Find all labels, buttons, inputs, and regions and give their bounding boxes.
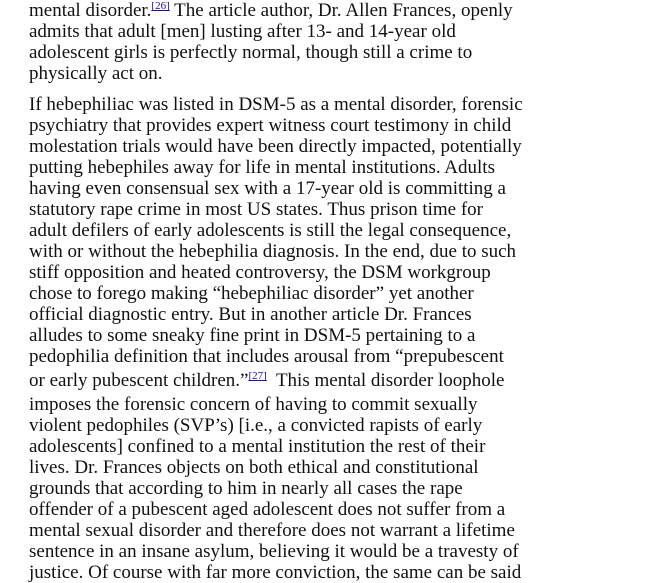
text-line: sentence in an insane asylum, believing it would be a travesty of <box>29 541 519 562</box>
text-line: adult defilers of early adolescents is still the legal consequence, <box>29 220 512 241</box>
paragraph <box>29 0 629 84</box>
article-body <box>29 0 629 583</box>
footnote-link-27[interactable]: [27] <box>248 370 267 382</box>
paragraph-spacing <box>29 84 629 94</box>
footnote-ref[interactable] <box>248 370 266 382</box>
text-line: offender of a pubescent aged adolescent does not suffer from a <box>29 499 506 520</box>
text-line: physically act on. <box>29 63 163 84</box>
text-line: with or without the hebephilia diagnosis. In the end, due to such <box>29 241 517 262</box>
text-line: molestation trials would have been directly impacted, potentially <box>29 136 522 157</box>
text-line: chose to forego making “hebephiliac disorder” yet another <box>29 283 474 304</box>
text-line: pedophilia definition that includes arousal from “prepubescent <box>29 346 504 367</box>
text-line: imposes the forensic concern of having to commit sexually <box>29 394 478 415</box>
text-line: putting hebephiles away for life in mental institutions. Adults <box>29 157 495 178</box>
text-segment: The article author, Dr. Allen Frances, openly <box>169 0 513 21</box>
text-line: adolescent girls is perfectly normal, though still a crime to <box>29 42 473 63</box>
text-line: lives. Dr. Frances objects on both ethical and constitutional <box>29 457 479 478</box>
text-line: stiff opposition and heated controversy, the DSM workgroup <box>29 262 491 283</box>
text-line: admits that adult [men] lusting after 13- and 14-year old <box>29 21 456 42</box>
text-line: alludes to some sneaky fine print in DSM-5 pertaining to a <box>29 325 476 346</box>
text-line: adolescents] confined to a mental institution the rest of their <box>29 436 486 457</box>
text-segment: This mental disorder loophole <box>266 370 505 391</box>
text-line: justice. Of course with far more conviction, the same can be said <box>29 562 522 583</box>
text-segment: mental disorder. <box>29 0 152 21</box>
text-line <box>29 367 629 394</box>
text-line: psychiatry that provides expert witness court testimony in child <box>29 115 512 136</box>
text-line: mental sexual disorder and therefore does not warrant a lifetime <box>29 520 515 541</box>
text-line: statutory rape crime in most US states. Thus prison time for <box>29 199 483 220</box>
text-line: violent pedophiles (SVP’s) [i.e., a convicted rapists of early <box>29 415 483 436</box>
footnote-link-26[interactable]: [26] <box>151 0 170 12</box>
footnote-ref[interactable] <box>151 0 169 12</box>
text-segment: or early pubescent children.” <box>29 370 249 391</box>
text-line <box>29 0 629 21</box>
paragraph <box>29 94 629 583</box>
text-line: If hebephiliac was listed in DSM-5 as a mental disorder, forensic <box>29 94 523 115</box>
text-line: grounds that according to him in nearly all cases the rape <box>29 478 463 499</box>
text-line: having even consensual sex with a 17-year old is committing a <box>29 178 506 199</box>
text-line: official diagnostic entry. But in another article Dr. Frances <box>29 304 472 325</box>
